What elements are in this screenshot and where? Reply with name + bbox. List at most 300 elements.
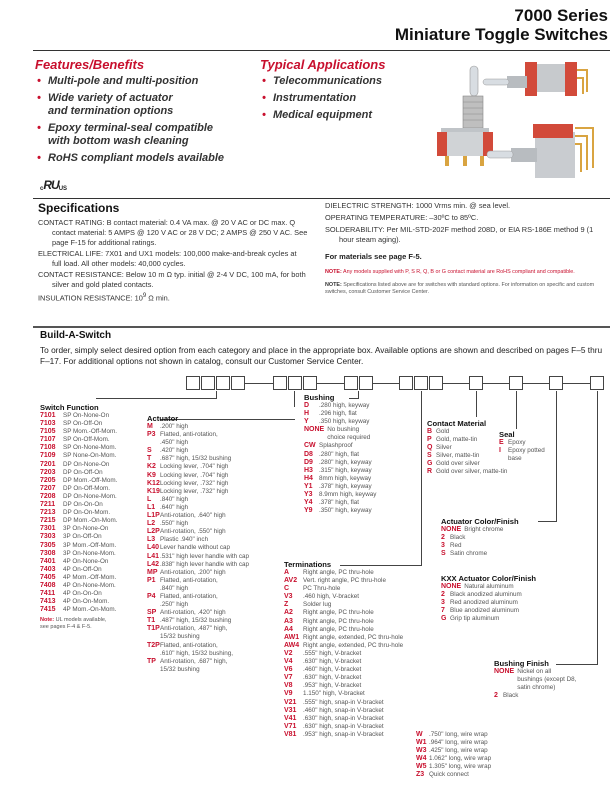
option-desc <box>63 582 116 590</box>
option-code: G <box>441 615 447 623</box>
code-box-contact-material[interactable] <box>469 376 483 390</box>
option-item <box>40 525 120 533</box>
option-item <box>147 423 272 431</box>
code-box-actuator-1[interactable] <box>273 376 287 390</box>
specifications-heading: Specifications <box>38 201 120 215</box>
option-desc-line: .750" long, wire wrap <box>429 731 488 738</box>
code-box-actuator-2[interactable] <box>288 376 302 390</box>
terminations-list-2 <box>416 731 516 780</box>
option-desc <box>63 550 116 558</box>
spec-insulation-resistance <box>38 291 308 303</box>
option-code: Q <box>427 444 433 452</box>
option-desc-line: base <box>508 455 522 463</box>
option-item <box>416 731 516 739</box>
option-code: 7109 <box>40 452 56 460</box>
option-desc <box>63 428 117 436</box>
option-desc <box>508 447 545 463</box>
option-desc <box>436 436 477 444</box>
option-desc <box>160 463 228 471</box>
option-desc <box>63 533 102 541</box>
option-item <box>40 461 120 469</box>
option-item <box>416 771 516 779</box>
option-code: 7408 <box>40 581 56 589</box>
option-desc-line: 4P On-None-Mom. <box>63 581 116 589</box>
option-desc-line: DP On-On-Mom. <box>63 509 111 517</box>
specifications-bottom-rule <box>33 326 610 328</box>
option-desc-line: Gold over silver <box>436 460 480 468</box>
code-box-actuator-3[interactable] <box>303 376 317 390</box>
option-item <box>147 528 272 536</box>
option-item <box>304 491 419 499</box>
option-desc <box>319 475 371 483</box>
option-item <box>147 504 272 512</box>
option-desc <box>160 496 188 504</box>
option-desc <box>429 763 491 771</box>
option-code: S <box>147 447 152 455</box>
feature-item: • Multi-pole and multi-position <box>35 75 235 88</box>
option-code: C <box>284 585 290 593</box>
option-desc <box>63 485 110 493</box>
option-code: 7107 <box>40 436 56 444</box>
option-item <box>304 467 419 475</box>
option-code: P <box>427 436 432 444</box>
option-desc-line: .460" high, snap-in V-bracket <box>303 706 384 714</box>
option-desc-line: Red anodized aluminum <box>450 599 518 607</box>
option-code: K2 <box>147 463 156 471</box>
option-item <box>441 583 571 591</box>
option-code: V2 <box>284 649 293 657</box>
option-code: V81 <box>284 730 297 738</box>
option-desc <box>160 528 226 536</box>
option-desc-line: .550" high <box>160 520 189 528</box>
option-item <box>427 468 517 476</box>
option-code: V21 <box>284 698 297 706</box>
option-desc <box>63 606 116 614</box>
option-code: NONE <box>441 583 462 590</box>
option-item <box>284 650 414 658</box>
option-desc-line: Natural aluminum <box>464 583 514 590</box>
option-item <box>284 723 414 731</box>
option-code: H <box>304 410 310 418</box>
option-desc-line: .378" high, flat <box>319 499 360 507</box>
specifications-section <box>38 201 308 304</box>
option-desc-line: .531" high lever handle with cap <box>160 552 250 560</box>
option-desc <box>160 455 231 463</box>
option-item <box>40 428 120 436</box>
option-code: 7211 <box>40 501 56 509</box>
option-desc <box>63 509 110 517</box>
option-item <box>147 447 272 455</box>
option-code: M <box>147 423 153 430</box>
option-desc-line: .280" high, keyway <box>319 458 372 466</box>
leader-line <box>96 398 217 399</box>
option-desc-line: Grip tip aluminum <box>450 615 500 623</box>
option-item <box>147 455 272 463</box>
option-desc <box>303 674 361 682</box>
option-code: 3 <box>441 542 445 550</box>
option-item <box>40 412 120 420</box>
option-desc <box>450 534 465 542</box>
option-code: V4 <box>284 658 293 666</box>
option-desc-line: .838" high lever handle with cap <box>160 560 250 568</box>
option-desc <box>160 488 228 496</box>
option-code: I <box>499 447 501 455</box>
feature-item: • RoHS compliant models available <box>35 152 235 165</box>
option-code: 7411 <box>40 590 56 598</box>
option-desc-line: Vert. right angle, PC thru-hole <box>303 577 386 585</box>
option-desc <box>63 469 103 477</box>
option-desc-line: Gold <box>436 428 450 435</box>
option-item <box>147 496 272 504</box>
option-code: V3 <box>284 593 293 601</box>
option-desc <box>450 599 518 607</box>
option-desc <box>303 601 331 609</box>
box-connector <box>483 383 509 384</box>
option-desc-line: Locking lever, .704" high <box>160 463 229 471</box>
actuator-heading: Actuator <box>147 414 179 423</box>
toggle-switch-right-angle-top <box>483 62 587 96</box>
option-desc <box>303 577 386 585</box>
code-box-function-3[interactable] <box>216 376 230 390</box>
option-desc-line: 1.062" long, wire wrap <box>429 755 492 763</box>
option-item <box>441 534 551 542</box>
option-desc-line: .460 high, V-bracket <box>303 593 360 601</box>
spec-dielectric: DIELECTRIC STRENGTH: 1000 Vrms min. @ sea level. <box>325 201 511 210</box>
option-desc <box>160 617 231 625</box>
option-desc <box>303 593 359 601</box>
box-connector <box>443 383 469 384</box>
option-desc-line: DP On-None-On <box>63 460 110 468</box>
leader-line <box>597 391 598 664</box>
toggle-switch-right-angle-bottom <box>487 124 593 178</box>
option-desc <box>303 707 384 715</box>
option-desc <box>319 451 359 459</box>
option-desc-line: SP On-None-On <box>63 412 110 419</box>
option-code: 7415 <box>40 606 56 614</box>
option-desc-line: 3P On-None-On <box>63 525 109 533</box>
option-code: AW4 <box>284 641 300 649</box>
option-item <box>147 561 272 569</box>
code-box-function-2[interactable] <box>201 376 215 390</box>
option-desc-line: satin chrome) <box>517 684 556 692</box>
option-desc <box>508 439 526 447</box>
option-item <box>147 536 272 544</box>
option-item <box>147 480 272 488</box>
option-code: G <box>427 460 433 468</box>
option-desc <box>464 526 503 534</box>
option-code: W4 <box>416 755 427 763</box>
option-item <box>284 666 414 674</box>
option-desc-line: Flatted, anti-rotation, <box>160 576 218 584</box>
option-desc <box>429 747 488 755</box>
option-desc <box>63 436 110 444</box>
option-code: D <box>304 402 310 409</box>
option-code: 7203 <box>40 468 56 476</box>
option-code: SP <box>147 609 157 617</box>
header-rule <box>33 50 610 51</box>
option-item <box>284 674 414 682</box>
option-desc <box>327 426 370 442</box>
option-desc <box>303 642 403 650</box>
switch-function-list <box>40 403 120 631</box>
option-item <box>40 493 120 501</box>
option-code: D9 <box>304 458 313 466</box>
code-box-termination-2[interactable] <box>414 376 428 390</box>
application-item: • Telecommunications <box>260 75 410 88</box>
option-desc <box>160 609 226 617</box>
option-item <box>416 755 516 763</box>
option-desc-line: .840" high <box>160 584 189 592</box>
option-code: MP <box>147 568 158 576</box>
option-code: T2P <box>147 641 160 649</box>
option-item <box>499 439 559 447</box>
option-item <box>284 618 414 626</box>
option-item <box>441 591 571 599</box>
option-desc <box>450 607 519 615</box>
option-desc-line: DP On-Off-On <box>63 468 103 476</box>
option-desc-line: .953" high, V-bracket <box>303 682 362 690</box>
option-desc-line: DP On-None-Mom. <box>63 492 117 500</box>
option-desc <box>160 536 208 544</box>
spec-contact-rating: CONTACT RATING: B contact material: 0.4 VA max. @ 20 V AC or DC max. Q contact material: 5 AMPS @ 120 V AC or 28 V DC; 2 AMPS @ 250 V AC. See page F-15 for additional ratings. <box>38 218 308 247</box>
option-desc-line: DP On-Off-Mom. <box>63 484 111 492</box>
option-desc-line: Locking lever, .704" high <box>160 471 229 479</box>
option-desc <box>160 593 218 609</box>
option-code: V7 <box>284 674 293 682</box>
option-desc <box>63 517 117 525</box>
option-code: 7101 <box>40 412 56 419</box>
option-code: NONE <box>304 426 325 434</box>
option-desc-line: Plastic .940" inch <box>160 536 209 544</box>
option-item <box>40 566 120 574</box>
option-item <box>441 526 551 534</box>
option-code: K19 <box>147 487 160 495</box>
option-item <box>147 553 272 561</box>
option-desc <box>160 447 188 455</box>
option-desc-line: Silver <box>436 444 452 452</box>
spec-temperature: OPERATING TEMPERATURE: –30ºC to 85ºC. <box>325 213 479 222</box>
option-desc-line: Silver, matte-tin <box>436 452 480 460</box>
option-item <box>416 747 516 755</box>
option-desc-line: Anti-rotation, .420" high <box>160 609 226 617</box>
option-desc-line: No bushing <box>327 426 360 434</box>
build-heading: Build-A-Switch <box>40 330 112 341</box>
option-item <box>147 658 272 674</box>
option-item <box>284 682 414 690</box>
option-code: 2 <box>441 591 445 599</box>
option-code: 7103 <box>40 420 56 428</box>
option-desc-line: Anti-rotation, .640" high <box>160 512 226 520</box>
option-desc <box>160 520 188 528</box>
option-desc <box>160 553 249 561</box>
option-item <box>284 699 414 707</box>
option-code: K9 <box>147 471 156 479</box>
option-code: Z3 <box>416 771 425 779</box>
option-desc <box>303 731 384 739</box>
option-desc <box>303 723 384 731</box>
option-desc <box>160 512 226 520</box>
box-connector <box>563 383 590 384</box>
option-item <box>284 731 414 739</box>
option-item <box>147 617 272 625</box>
option-code: 7301 <box>40 525 56 533</box>
option-desc-line: .555" high, snap-in V-bracket <box>303 698 384 706</box>
option-desc-line: 4P Mom.-On-Mom. <box>63 606 117 614</box>
option-desc <box>160 504 188 512</box>
bushing-list <box>304 393 419 515</box>
code-box-bushing-finish[interactable] <box>590 376 604 390</box>
code-box-seal[interactable] <box>509 376 523 390</box>
option-code: 7208 <box>40 492 56 500</box>
option-code: P1 <box>147 576 156 584</box>
option-code: K12 <box>147 479 160 487</box>
option-code: CW <box>304 442 316 450</box>
code-box-bushing-1[interactable] <box>344 376 358 390</box>
option-desc <box>63 412 109 420</box>
option-desc-line: SP None-On-Mom. <box>63 452 117 460</box>
code-box-function-4[interactable] <box>231 376 245 390</box>
option-desc-line: Right angle, PC thru-hole <box>303 617 374 625</box>
kxx-color-heading: KXX Actuator Color/Finish <box>441 574 537 583</box>
option-item <box>304 410 419 418</box>
option-item <box>284 707 414 715</box>
option-desc-line: 3P On-None-Mom. <box>63 549 116 557</box>
option-desc <box>429 771 469 779</box>
code-box-termination-1[interactable] <box>399 376 413 390</box>
code-box-termination-3[interactable] <box>429 376 443 390</box>
option-desc <box>63 452 116 460</box>
option-code: 2 <box>494 692 498 700</box>
option-desc-line: Flatted, anti-rotation, <box>160 641 218 649</box>
option-item <box>441 599 571 607</box>
option-item <box>147 593 272 609</box>
option-code: A <box>284 569 290 576</box>
option-desc-line: .315" high, keyway <box>319 466 372 474</box>
option-desc <box>63 590 102 598</box>
option-desc-line: Red <box>450 542 462 550</box>
bushing-finish-list <box>494 659 584 700</box>
option-desc-line: Blue anodized aluminum <box>450 607 519 615</box>
option-item <box>284 658 414 666</box>
option-desc-line: .687" high, 15/32 bushing <box>160 455 232 463</box>
option-desc-line: 15/32 bushing <box>160 633 200 641</box>
option-desc-line: 4P Mom.-Off-Mom. <box>63 573 117 581</box>
option-code: R <box>427 468 433 476</box>
option-desc <box>429 731 488 739</box>
option-code: Y4 <box>304 499 313 507</box>
option-code: 7207 <box>40 484 56 492</box>
build-description: To order, simply select desired option from each category and place in the appropriate box. Available options are shown and described on pages F–5 thru F–17. For additional options not shown in catalog, consult our Customer Service Center. <box>40 345 603 366</box>
option-desc-line: Anti-rotation, .687" high, <box>160 657 228 665</box>
option-item <box>284 585 414 593</box>
actuator-color-heading: Actuator Color/Finish <box>441 517 519 526</box>
option-item <box>40 590 120 598</box>
option-code: L41 <box>147 552 160 560</box>
contact-material-heading: Contact Material <box>427 419 487 428</box>
actuator-list <box>147 414 272 674</box>
option-item <box>284 601 414 609</box>
actuator-color-list <box>441 517 551 558</box>
option-desc-line: Anti-rotation, .200" high <box>160 568 226 576</box>
option-code: 7405 <box>40 573 56 581</box>
option-desc-line: .425" long, wire wrap <box>429 747 488 755</box>
leader-line <box>294 391 295 407</box>
option-desc-line: Black <box>450 534 466 542</box>
option-code: H3 <box>304 466 313 474</box>
option-desc <box>303 569 374 577</box>
option-desc-line: .420" high <box>160 447 189 455</box>
option-desc-line: .630" high, snap-in V-bracket <box>303 714 384 722</box>
option-item <box>40 436 120 444</box>
option-item <box>304 418 419 426</box>
option-code: 7105 <box>40 428 56 436</box>
option-desc-line: 8.9mm high, keyway <box>319 491 377 499</box>
option-desc <box>63 444 116 452</box>
option-item <box>40 420 120 428</box>
option-item <box>441 550 551 558</box>
option-desc-line: .630" high, snap-in V-bracket <box>303 722 384 730</box>
option-desc-line: Epoxy potted <box>508 447 545 455</box>
option-desc-line: .200" high <box>160 423 189 430</box>
option-desc-line: SP On-None-Mom. <box>63 444 117 452</box>
option-desc-line: 8mm high, keyway <box>319 474 372 482</box>
option-code: L2P <box>147 528 160 536</box>
option-item <box>40 542 120 550</box>
option-code: 7305 <box>40 541 56 549</box>
switch-function-note <box>40 617 112 631</box>
option-item <box>304 451 419 459</box>
option-desc-line: Black <box>503 692 519 700</box>
switch-function-heading: Switch Function <box>40 403 99 412</box>
option-code: 7205 <box>40 476 56 484</box>
series-label: 7000 Series <box>514 6 608 25</box>
option-desc <box>319 442 353 450</box>
option-desc-line: SP On-Off-On <box>63 420 103 428</box>
option-desc-line: Flatted, anti-rotation, <box>160 592 218 600</box>
option-code: Y1 <box>304 482 313 490</box>
option-code: V6 <box>284 666 293 674</box>
option-desc-line: Epoxy <box>508 439 526 446</box>
code-box-actuator-color[interactable] <box>549 376 563 390</box>
option-desc-line: Right angle, PC thru-hole <box>303 625 374 633</box>
option-desc <box>436 452 479 460</box>
option-code: 7108 <box>40 444 56 452</box>
option-desc <box>450 542 462 550</box>
option-code: 7401 <box>40 557 56 565</box>
option-code: W5 <box>416 763 427 771</box>
option-code: 7413 <box>40 598 56 606</box>
option-item <box>147 609 272 617</box>
spec-contact-resistance: CONTACT RESISTANCE: Below 10 m Ω typ. initial @ 2-4 V DC, 100 mA, for both silver and gold plated contacts. <box>38 270 306 289</box>
option-desc <box>63 542 116 550</box>
option-desc <box>303 715 384 723</box>
option-desc-line: SP Mom.-Off-Mom. <box>63 428 117 436</box>
product-photo <box>425 58 610 193</box>
option-desc-line: .250" high <box>160 601 189 609</box>
option-item <box>284 593 414 601</box>
option-desc-line: Splashproof <box>319 442 353 450</box>
option-item <box>499 447 559 463</box>
option-code: L1 <box>147 503 156 511</box>
application-item: • Instrumentation <box>260 92 410 105</box>
option-desc-line: Anti-rotation, .550" high <box>160 528 226 536</box>
option-code: 7403 <box>40 565 56 573</box>
option-code: Y3 <box>304 491 313 499</box>
code-box-function-1[interactable] <box>186 376 200 390</box>
code-box-bushing-2[interactable] <box>359 376 373 390</box>
option-desc <box>160 423 188 431</box>
option-desc <box>63 461 109 469</box>
